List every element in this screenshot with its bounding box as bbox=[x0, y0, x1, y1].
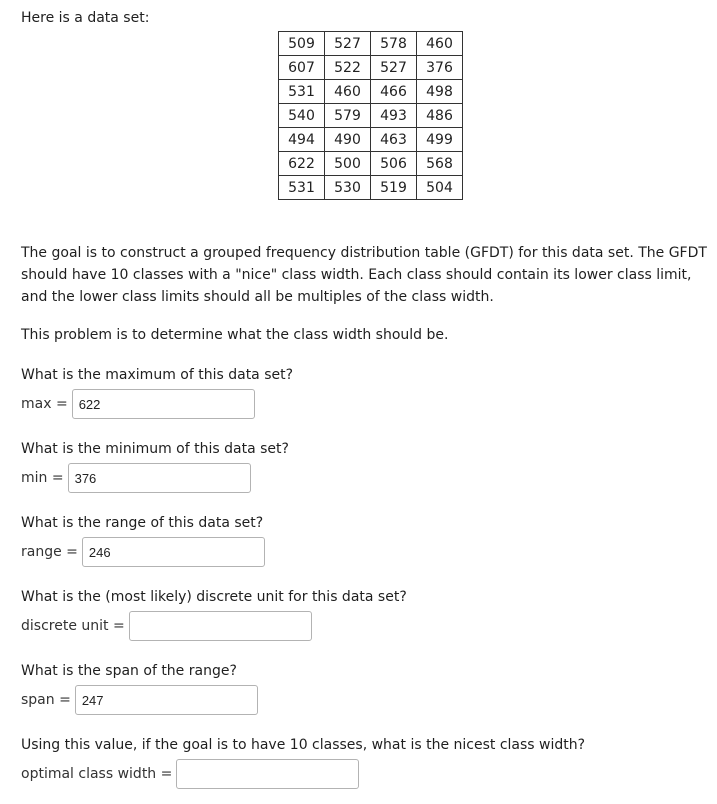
data-cell: 579 bbox=[325, 104, 371, 128]
data-row bbox=[279, 176, 463, 200]
data-cell: 493 bbox=[371, 104, 417, 128]
max-question: What is the maximum of this data set? bbox=[21, 367, 294, 383]
data-cell: 498 bbox=[417, 80, 463, 104]
intro-text: Here is a data set: bbox=[21, 10, 150, 26]
span-label: span = bbox=[21, 692, 71, 708]
range-label: range = bbox=[21, 544, 78, 560]
data-cell: 531 bbox=[279, 80, 325, 104]
data-cell: 568 bbox=[417, 152, 463, 176]
min-field-row bbox=[21, 463, 251, 493]
min-label: min = bbox=[21, 470, 64, 486]
data-row bbox=[279, 56, 463, 80]
width-question: Using this value, if the goal is to have 10 classes, what is the nicest class width? bbox=[21, 737, 586, 753]
data-cell: 527 bbox=[325, 32, 371, 56]
data-cell: 500 bbox=[325, 152, 371, 176]
unit-label: discrete unit = bbox=[21, 618, 125, 634]
class-width-input[interactable] bbox=[176, 759, 359, 789]
problem-paragraph: This problem is to determine what the class width should be. bbox=[21, 327, 449, 343]
span-question: What is the span of the range? bbox=[21, 663, 237, 679]
data-cell: 486 bbox=[417, 104, 463, 128]
goal-paragraph: The goal is to construct a grouped frequency distribution table (GFDT) for this data set. The GFDT should have 10 classes with a "nice" class width. Each class should contain its lower class limit, and the lower class limits should all be multiples of the class width. bbox=[21, 245, 707, 305]
span-input[interactable] bbox=[75, 685, 258, 715]
data-cell: 578 bbox=[371, 32, 417, 56]
max-label: max = bbox=[21, 396, 68, 412]
data-row bbox=[279, 152, 463, 176]
width-label: optimal class width = bbox=[21, 766, 173, 782]
data-cell: 530 bbox=[325, 176, 371, 200]
data-cell: 460 bbox=[417, 32, 463, 56]
data-cell: 460 bbox=[325, 80, 371, 104]
data-cell: 466 bbox=[371, 80, 417, 104]
width-field-row bbox=[21, 759, 359, 789]
data-cell: 494 bbox=[279, 128, 325, 152]
data-cell: 607 bbox=[279, 56, 325, 80]
data-cell: 540 bbox=[279, 104, 325, 128]
data-cell: 622 bbox=[279, 152, 325, 176]
range-input[interactable] bbox=[82, 537, 265, 567]
data-cell: 463 bbox=[371, 128, 417, 152]
data-row bbox=[279, 80, 463, 104]
data-cell: 522 bbox=[325, 56, 371, 80]
data-row bbox=[279, 128, 463, 152]
data-row bbox=[279, 32, 463, 56]
data-cell: 506 bbox=[371, 152, 417, 176]
data-cell: 509 bbox=[279, 32, 325, 56]
max-input[interactable] bbox=[72, 389, 255, 419]
range-question: What is the range of this data set? bbox=[21, 515, 264, 531]
data-table bbox=[278, 31, 463, 200]
data-cell: 527 bbox=[371, 56, 417, 80]
min-question: What is the minimum of this data set? bbox=[21, 441, 289, 457]
data-cell: 531 bbox=[279, 176, 325, 200]
data-cell: 376 bbox=[417, 56, 463, 80]
data-row bbox=[279, 104, 463, 128]
data-cell: 490 bbox=[325, 128, 371, 152]
min-input[interactable] bbox=[68, 463, 251, 493]
unit-question: What is the (most likely) discrete unit for this data set? bbox=[21, 589, 407, 605]
max-field-row bbox=[21, 389, 255, 419]
discrete-unit-input[interactable] bbox=[129, 611, 312, 641]
range-field-row bbox=[21, 537, 265, 567]
unit-field-row bbox=[21, 611, 312, 641]
data-cell: 499 bbox=[417, 128, 463, 152]
data-cell: 504 bbox=[417, 176, 463, 200]
span-field-row bbox=[21, 685, 258, 715]
data-cell: 519 bbox=[371, 176, 417, 200]
